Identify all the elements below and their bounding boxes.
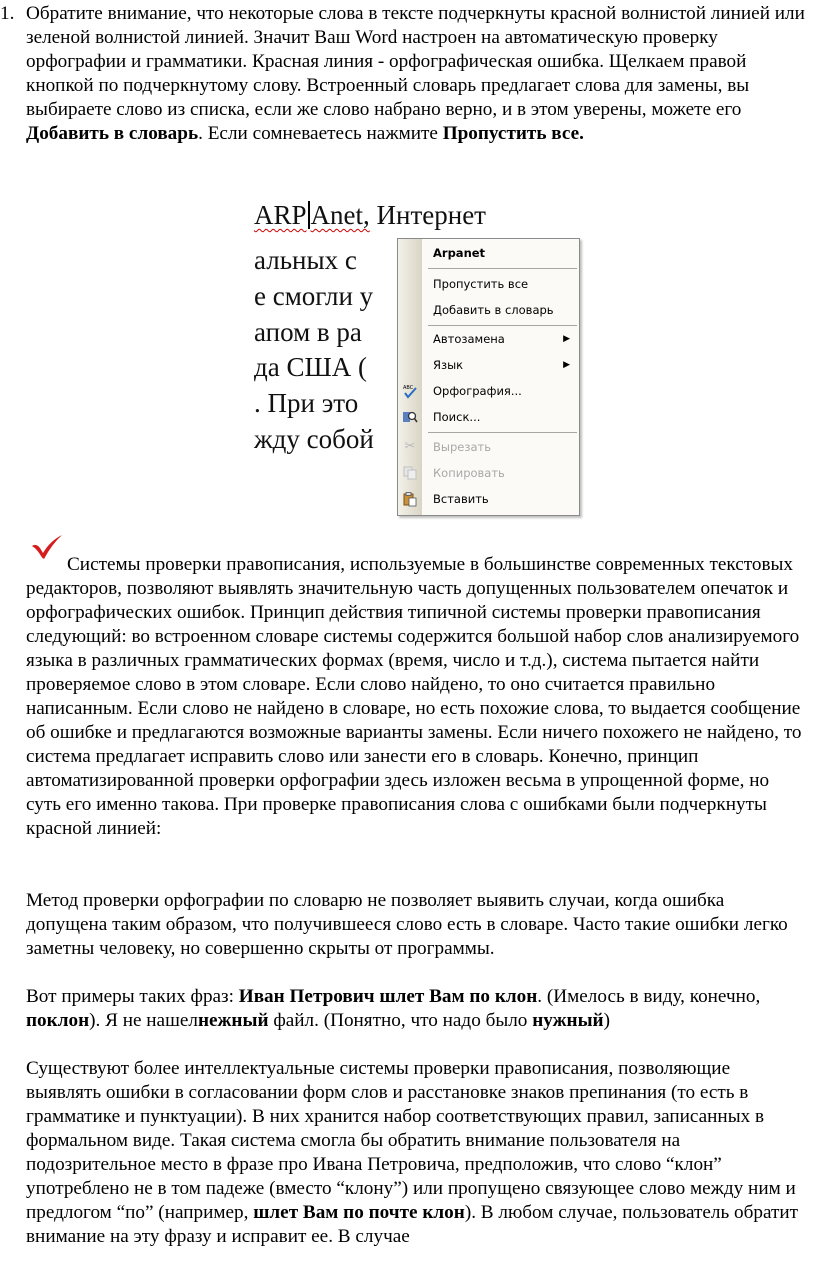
example-phrase: Иван Петрович шлет Вам по клон	[238, 986, 538, 1007]
menu-item-ignore-all[interactable]: Пропустить все	[433, 277, 529, 291]
menu-item-paste[interactable]: Вставить	[398, 487, 579, 511]
spellcheck-icon	[402, 383, 418, 399]
doc-line-2: альных с	[254, 245, 357, 275]
intro-text-1: Обратите внимание, что некоторые слова в тексте подчеркнуты красной волнистой линией или зеленой волнистой линией. Значит Ваш Word настроен на автоматическую проверку орфографии и грамматики. Красная линия - орфографическая ошибка. Щелкаем правой кнопкой по подчеркнутому слову. Встроенный словарь предлагает слова для замены, вы выбираете слово из списка, если же слово набрано верно, и в этом уверены, можете его	[26, 3, 805, 120]
menu-item-cut[interactable]: ✂ Вырезать	[398, 435, 579, 459]
scissors-icon: ✂	[404, 439, 416, 454]
copy-icon	[402, 465, 418, 481]
example-word-nezhnyi: нежный	[197, 1010, 269, 1031]
misspelled-word: ARP Anet,	[254, 200, 370, 230]
list-number: 1.	[0, 3, 15, 24]
intro-paragraph	[26, 2, 806, 146]
context-menu-screenshot	[248, 182, 588, 520]
menu-item-lookup[interactable]: Поиск...	[398, 405, 579, 429]
submenu-arrow-icon: ▶	[563, 360, 570, 370]
paragraph-spellcheck-systems: Системы проверки правописания, используемые в большинстве современных текстовых редакторов, позволяют выявлять значительную часть допущенных пользователем опечаток и орфографических ошибок. Принцип действия типичной системы проверки правописания следующий: во встроенном словаре системы содержится большой набор слов анализируемого языка в различных грамматических формах (время, число и т.д.), система пытается найти проверяемое слово в этом словаре. Если слово найдено, то оно считается правильно написанным. Если слово не найдено в словаре, но есть похожие слова, то выдается сообщение об ошибке и предлагаются возможные варианты замены. Если ничего похожего не найдено, то система предлагает исправить слово или занести его в словарь. Конечно, принцип автоматизированной проверки орфографии здесь изложен весьма в упрощенной форме, но суть его именно такова. При проверке правописания слова с ошибками были подчеркнуты красной линией:	[26, 554, 802, 839]
menu-separator	[428, 432, 577, 433]
menu-separator	[428, 268, 577, 269]
paragraph-dictionary-method: Метод проверки орфографии по словарю не позволяет выявить случаи, когда ошибка допущена таким образом, что получившееся слово есть в словаре. Часто такие ошибки легко заметны человеку, но совершенно скрыты от программы.	[26, 890, 788, 959]
menu-item-suggestion[interactable]: Arpanet	[433, 246, 486, 260]
example-corrected-phrase: шлет Вам по почте клон	[253, 1202, 465, 1223]
doc-line-6: . При это	[254, 388, 359, 418]
intro-bold-ignore-all: Пропустить все.	[442, 123, 584, 144]
doc-line-5: да США (	[254, 352, 367, 382]
paragraph-intelligent-systems: Существуют более интеллектуальные системы проверки правописания, позволяющие выявлять ошибки в согласовании форм слов и расстановке знаков препинания (то есть в грамматике и пунктуации). В них хранится набор соответствующих правил, записанных в формальном виде. Такая система смогла бы обратить внимание пользователя на подозрительное место в фразе про Ивана Петровича, предположив, что слово “клон” употреблено не в том падеже (вместо “клону”) или пропущено связующее слово между ним и предлогом “по” (например, шлет Вам по почте клон). В любом случае, пользователь обратит внимание на эту фразу и исправит ее. В случае	[26, 1058, 799, 1247]
paste-icon	[402, 491, 418, 507]
menu-item-copy[interactable]: Копировать	[398, 461, 579, 485]
example-word-poklon: поклон	[26, 1010, 90, 1031]
doc-line-4: апом в ра	[254, 317, 362, 347]
svg-text:ABC: ABC	[403, 385, 414, 391]
paragraph-examples: Вот примеры таких фраз: Иван Петрович шлет Вам по клон. (Имелось в виду, конечно, поклон). Я не нашелнежный файл. (Понятно, что надо было нужный)	[26, 986, 761, 1031]
doc-line-3: е смогли у	[254, 281, 374, 311]
text-cursor	[308, 201, 310, 229]
menu-item-autocorrect[interactable]: Автозамена ▶	[398, 327, 579, 351]
submenu-arrow-icon: ▶	[563, 334, 570, 344]
menu-item-language[interactable]: Язык ▶	[398, 353, 579, 377]
menu-separator	[428, 325, 577, 326]
doc-line-7: жду собой	[254, 424, 374, 454]
research-icon	[402, 409, 418, 425]
menu-item-add-to-dictionary[interactable]: Добавить в словарь	[433, 303, 554, 317]
intro-text-2: . Если сомневаетесь нажмите	[198, 123, 443, 144]
doc-line-1: ARP Anet, Интернет	[254, 200, 486, 230]
intro-bold-add-to-dictionary: Добавить в словарь	[26, 123, 199, 144]
example-word-nuzhnyi: нужный	[532, 1010, 604, 1031]
menu-item-spelling[interactable]: ABC Орфография...	[403, 384, 522, 398]
context-menu	[397, 238, 580, 516]
